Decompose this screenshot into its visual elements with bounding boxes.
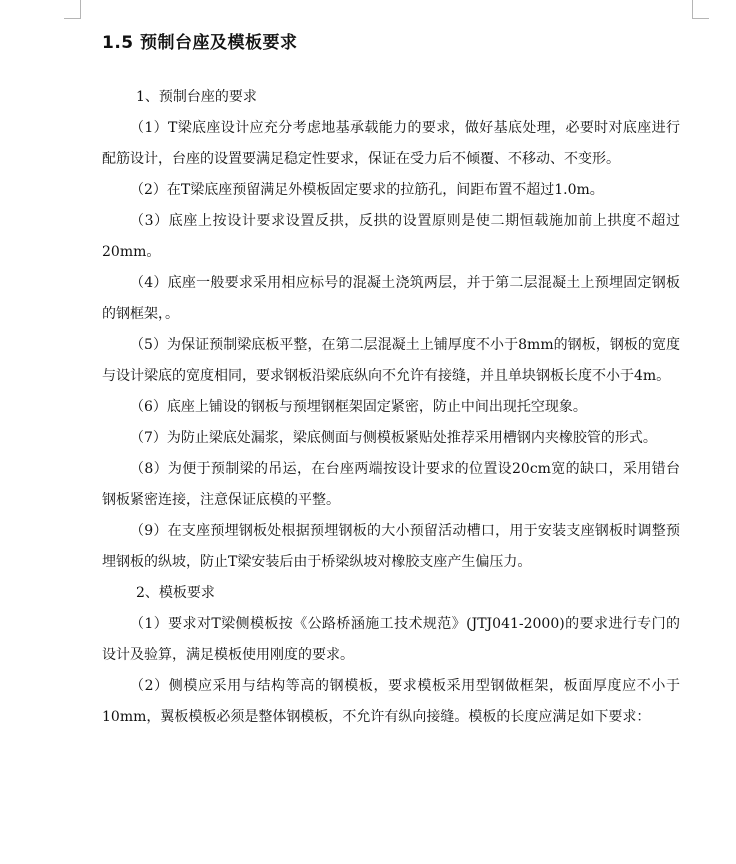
pedestal-item-3: （3）底座上按设计要求设置反拱，反拱的设置原则是使二期恒载施加前上拱度不超过20mm。 [102,213,680,260]
subsection-title-pedestal: 1、预制台座的要求 [136,89,257,105]
pedestal-item-2: （2）在T梁底座预留满足外模板固定要求的拉筋孔，间距布置不超过1.0m。 [130,182,604,198]
pedestal-item-9: （9）在支座预埋钢板处根据预埋钢板的大小预留活动槽口，用于安装支座钢板时调整预埋钢板的纵坡，防止T梁安装后由于桥梁纵坡对橡胶支座产生偏压力。 [102,523,680,570]
formwork-item-2: （2）侧模应采用与结构等高的钢模板，要求模板采用型钢做框架，板面厚度应不小于10mm，翼板模板必须是整体钢模板，不允许有纵向接缝。模板的长度应满足如下要求： [102,678,680,725]
pedestal-item-7: （7）为防止梁底处漏浆，梁底侧面与侧模板紧贴处推荐采用槽钢内夹橡胶管的形式。 [130,430,657,446]
pedestal-item-6: （6）底座上铺设的钢板与预埋钢框架固定紧密，防止中间出现托空现象。 [130,399,587,415]
section-heading: 1.5 预制台座及模板要求 [102,33,298,53]
pedestal-item-5: （5）为保证预制梁底板平整，在第二层混凝土上铺厚度不小于8mm的钢板，钢板的宽度与设计梁底的宽度相同，要求钢板沿梁底纵向不允许有接缝，并且单块钢板长度不小于4m。 [102,337,680,384]
pedestal-item-8: （8）为便于预制梁的吊运，在台座两端按设计要求的位置设20cm宽的缺口，采用错台钢板紧密连接，注意保证底模的平整。 [102,461,680,508]
pedestal-item-4: （4）底座一般要求采用相应标号的混凝土浇筑两层，并于第二层混凝土上预埋固定钢板的钢框架，。 [102,275,680,322]
document-body [102,82,680,733]
margin-corner-mark-left [64,0,81,19]
subsection-title-formwork: 2、模板要求 [136,585,215,601]
formwork-item-1: （1）要求对T梁侧模板按《公路桥涵施工技术规范》(JTJ041-2000)的要求进行专门的设计及验算，满足模板使用刚度的要求。 [102,616,680,663]
margin-corner-mark-right [692,0,709,19]
pedestal-item-1: （1）T梁底座设计应充分考虑地基承载能力的要求，做好基底处理，必要时对底座进行配筋设计，台座的设置要满足稳定性要求，保证在受力后不倾覆、不移动、不变形。 [102,120,680,167]
